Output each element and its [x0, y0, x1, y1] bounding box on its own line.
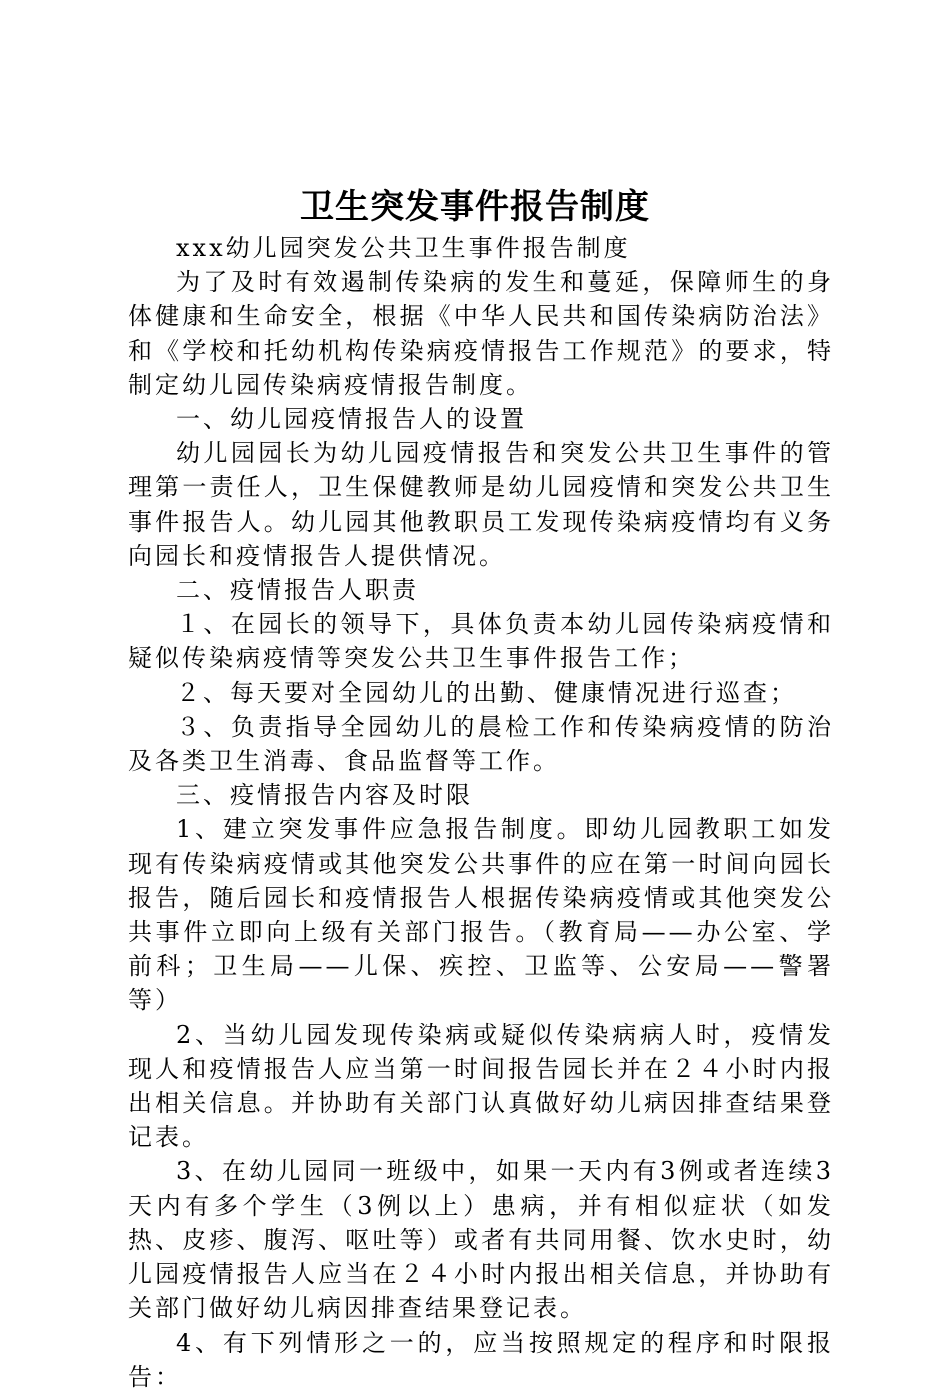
document-title: 卫生突发事件报告制度	[300, 187, 650, 227]
document-body	[128, 231, 834, 1394]
section-heading-3: 三、疫情报告内容及时限	[176, 781, 473, 810]
paragraph-duty-3: ３、负责指导全园幼儿的晨检工作和传染病疫情的防治及各类卫生消毒、食品监督等工作。	[128, 712, 834, 776]
paragraph-duty-2: ２、每天要对全园幼儿的出勤、健康情况进行巡查；	[176, 678, 797, 707]
paragraph-report-2: 2、当幼儿园发现传染病或疑似传染病病人时，疫情发现人和疫情报告人应当第一时间报告园长并在２４小时内报出相关信息。并协助有关部门认真做好幼儿病因排查结果登记表。	[128, 1020, 834, 1152]
section-heading-2: 二、疫情报告人职责	[176, 576, 419, 605]
section-heading-1: 一、幼儿园疫情报告人的设置	[176, 405, 527, 434]
paragraph-intro: 为了及时有效遏制传染病的发生和蔓延，保障师生的身体健康和生命安全，根据《中华人民共和国传染病防治法》和《学校和托幼机构传染病疫情报告工作规范》的要求，特制定幼儿园传染病疫情报告制度。	[128, 268, 834, 399]
paragraph-report-4: 4、有下列情形之一的，应当按照规定的程序和时限报告：	[128, 1328, 834, 1391]
paragraph-report-3: 3、在幼儿园同一班级中，如果一天内有3例或者连续3天内有多个学生（3例以上）患病，并有相似症状（如发热、皮疹、腹泻、呕吐等）或者有共同用餐、饮水史时，幼儿园疫情报告人应当在２４小时内报出相关信息，并协助有关部门做好幼儿病因排查结果登记表。	[128, 1157, 834, 1323]
paragraph-duty-1: １、在园长的领导下，具体负责本幼儿园传染病疫情和疑似传染病疫情等突发公共卫生事件报告工作；	[128, 610, 834, 673]
paragraph-subtitle: xxx幼儿园突发公共卫生事件报告制度	[176, 234, 631, 262]
paragraph-section-1: 幼儿园园长为幼儿园疫情报告和突发公共卫生事件的管理第一责任人，卫生保健教师是幼儿园疫情和突发公共卫生事件报告人。幼儿园其他教职员工发现传染病疫情均有义务向园长和疫情报告人提供情况。	[128, 439, 834, 570]
paragraph-report-1: 1、建立突发事件应急报告制度。即幼儿园教职工如发现有传染病疫情或其他突发公共事件的应在第一时间向园长报告，随后园长和疫情报告人根据传染病疫情或其他突发公共事件立即向上级有关部门报告。（教育局——办公室、学前科；卫生局——儿保、疾控、卫监等、公安局——警署等）	[128, 815, 834, 1015]
